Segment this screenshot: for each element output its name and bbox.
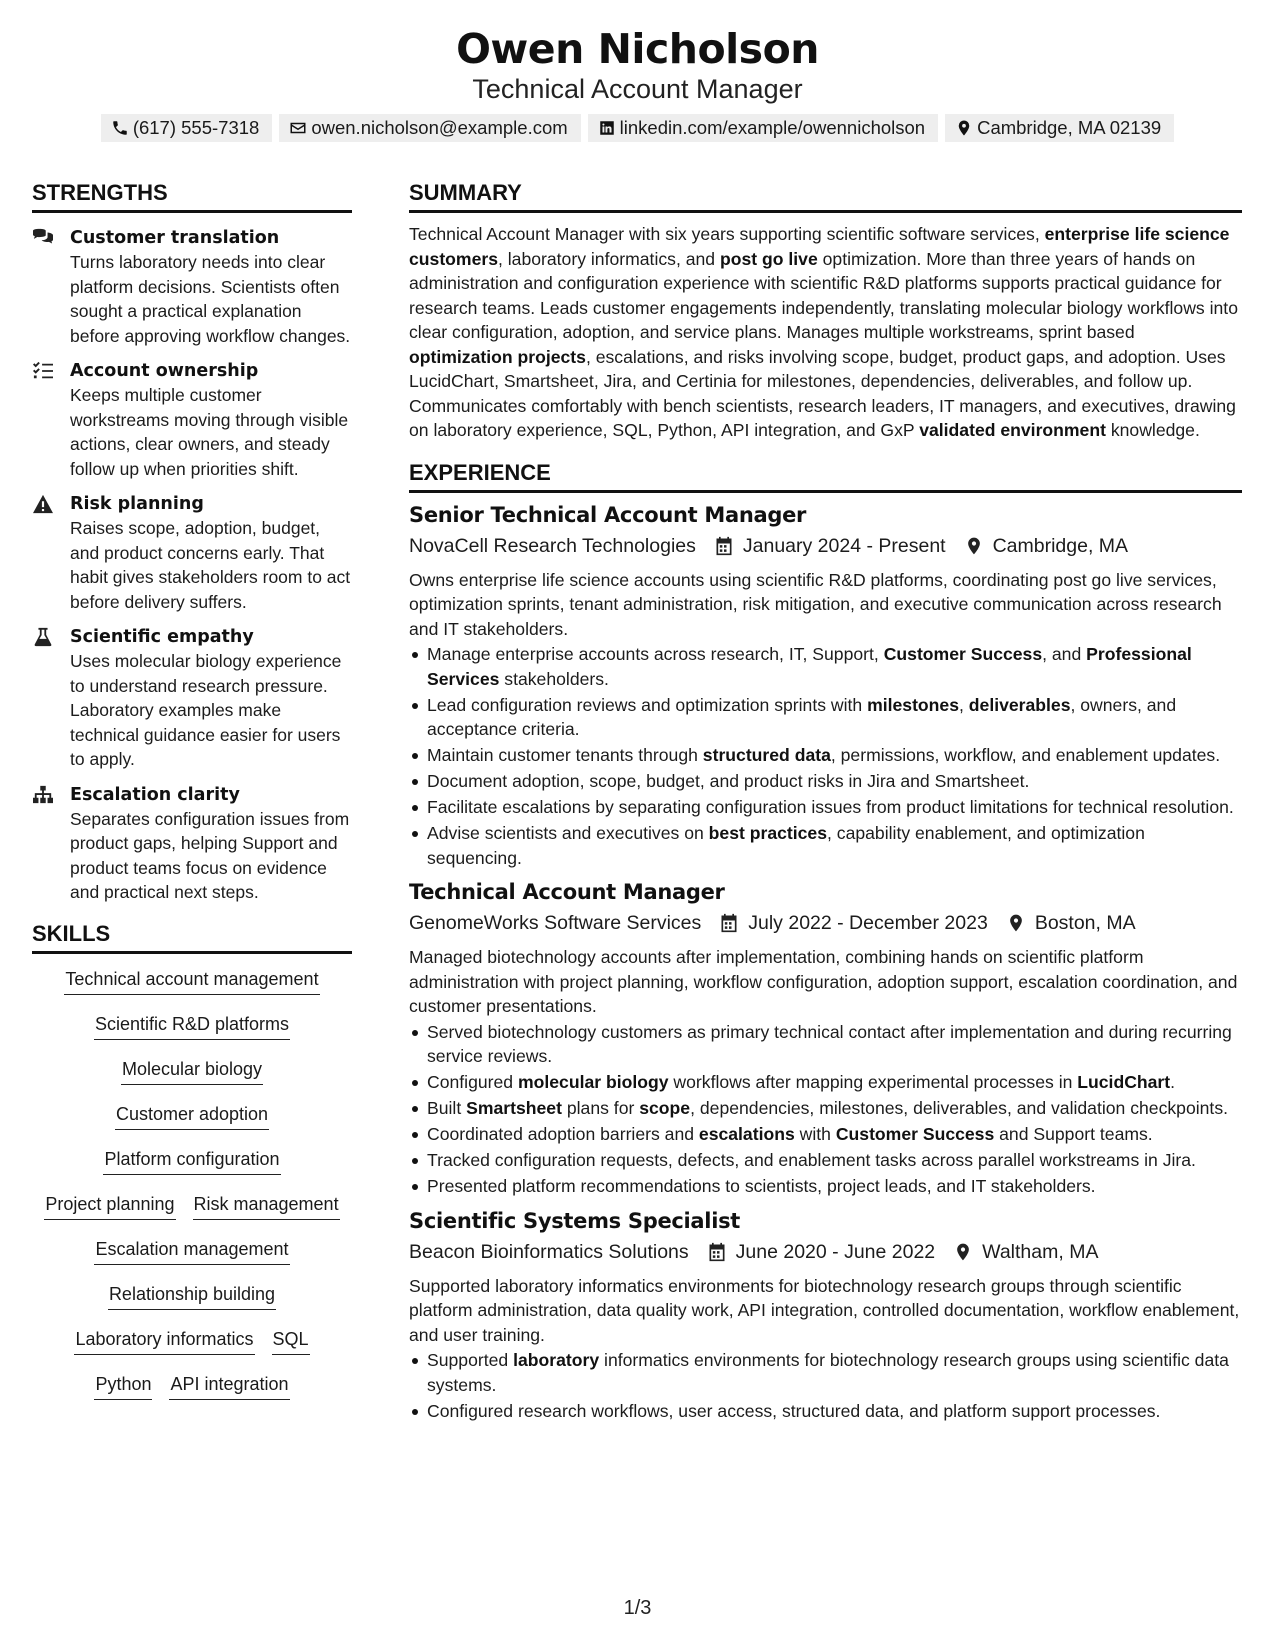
- strength-item: [32, 226, 352, 348]
- strength-item: [32, 783, 352, 905]
- skill-tag: Technical account management: [64, 967, 319, 995]
- map-pin-icon: [953, 1242, 973, 1262]
- job-location: Boston, MA: [1034, 912, 1136, 934]
- linkedin-icon: [598, 119, 616, 137]
- summary-text: Technical Account Manager with six years supporting scientific software services, enterprise life science customers, laboratory informatics, and post go live optimization. More than three years of hands on administration and configuration experience with scientific R&D platforms supports practical guidance for research teams. Leads customer engagements independently, translating molecular biology workflows into clear configuration, adoption, and service plans. Manages multiple workstreams, sprint based optimization projects, escalations, and risks involving scope, budget, product gaps, and adoption. Uses LucidChart, Smartsheet, Jira, and Certinia for milestones, dependencies, deliverables, and follow up. Communicates comfortably with bench scientists, research leaders, IT managers, and executives, drawing on laboratory experience, SQL, Python, API integration, and GxP validated environment knowledge.: [409, 224, 1238, 440]
- job-bullets: [409, 1020, 1242, 1199]
- skill-tag: Platform configuration: [103, 1147, 280, 1175]
- job-company: NovaCell Research Technologies: [409, 534, 696, 557]
- strength-desc: Keeps multiple customer workstreams moving through visible actions, clear owners, and steady follow up when priorities shift.: [70, 385, 349, 479]
- experience-heading: EXPERIENCE: [409, 460, 1242, 493]
- calendar-icon: [719, 913, 739, 933]
- job-bullet: Configured research workflows, user access, structured data, and platform support processes.: [409, 1399, 1242, 1424]
- strength-item: [32, 359, 352, 481]
- job-bullet: Advise scientists and executives on best practices, capability enablement, and optimization sequencing.: [409, 821, 1242, 870]
- skill-row: [94, 1368, 289, 1413]
- skill-row: [103, 1143, 280, 1188]
- strength-desc: Separates configuration issues from product gaps, helping Support and product teams focus on evidence and practical next steps.: [70, 808, 350, 902]
- skill-row: [74, 1323, 309, 1368]
- skill-tag: Scientific R&D platforms: [94, 1012, 290, 1040]
- strengths-list: [32, 226, 352, 905]
- contact-email-text: owen.nicholson@example.com: [311, 117, 568, 138]
- checklist-icon: [32, 361, 54, 381]
- job-location: Cambridge, MA: [992, 534, 1129, 557]
- job-entry: [409, 502, 1242, 871]
- strength-title: Account ownership: [70, 361, 259, 381]
- emphasis-text: molecular biology: [517, 1072, 669, 1092]
- strength-desc: Raises scope, adoption, budget, and product concerns early. That habit gives stakeholders room to act before delivery suffers.: [70, 518, 351, 612]
- emphasis-text: LucidChart: [1077, 1072, 1171, 1092]
- skill-row: [94, 1008, 290, 1053]
- map-pin-icon: [955, 119, 973, 137]
- emphasis-text: milestones: [867, 694, 959, 715]
- emphasis-text: optimization projects: [409, 346, 586, 367]
- job-title: Technical Account Manager: [409, 880, 725, 904]
- skill-row: [108, 1278, 276, 1323]
- skill-tag: Molecular biology: [121, 1057, 263, 1085]
- contact-linkedin[interactable]: [588, 114, 938, 142]
- strength-title: Escalation clarity: [70, 784, 240, 805]
- phone-icon: [111, 119, 129, 137]
- strength-desc: Turns laboratory needs into clear platform decisions. Scientists often sought a practical explanation before approving workflow changes.: [70, 252, 351, 346]
- job-bullet: Built Smartsheet plans for scope, dependencies, milestones, deliverables, and validation checkpoints.: [409, 1096, 1242, 1121]
- job-entry: [409, 1208, 1242, 1424]
- skill-tag: SQL: [272, 1327, 310, 1355]
- calendar-icon: [707, 1242, 727, 1262]
- contact-bar: [0, 114, 1275, 142]
- job-bullet: Tracked configuration requests, defects, and enablement tasks across parallel workstreams in Jira.: [409, 1148, 1242, 1173]
- job-bullets: [409, 1348, 1242, 1423]
- strength-title: Customer translation: [70, 228, 280, 248]
- contact-linkedin-text: linkedin.com/example/owennicholson: [619, 117, 926, 138]
- job-title: Senior Technical Account Manager: [409, 502, 807, 527]
- emphasis-text: Customer Success: [835, 1124, 995, 1144]
- job-meta: [409, 908, 1242, 938]
- skill-tag: Relationship building: [108, 1282, 276, 1310]
- contact-location: [945, 114, 1174, 142]
- strength-title: Risk planning: [70, 494, 204, 514]
- skill-row: [64, 963, 319, 1008]
- skills-list: [32, 963, 352, 1413]
- strengths-heading: STRENGTHS: [32, 180, 352, 213]
- job-title: Scientific Systems Specialist: [409, 1208, 741, 1233]
- job-dates: January 2024 - Present: [742, 534, 946, 557]
- strength-title: Scientific empathy: [70, 627, 254, 647]
- emphasis-text: post go live: [719, 248, 818, 269]
- comments-icon: [32, 228, 54, 248]
- skill-tag: Customer adoption: [115, 1102, 269, 1130]
- strength-item: [32, 625, 352, 772]
- skill-row: [44, 1188, 339, 1233]
- job-description: Supported laboratory informatics environments for biotechnology research groups through scientific platform administration, data quality work, API integration, controlled documentation, workflow enablement, and user training.: [409, 1275, 1240, 1345]
- page-number: 1/3: [623, 1597, 652, 1619]
- job-meta: [409, 531, 1242, 561]
- skills-heading: SKILLS: [32, 921, 352, 954]
- job-company: GenomeWorks Software Services: [409, 912, 702, 934]
- right-column: [409, 180, 1242, 1425]
- job-location: Waltham, MA: [982, 1240, 1099, 1263]
- contact-email[interactable]: [279, 114, 580, 142]
- warning-triangle-icon: [32, 494, 54, 514]
- emphasis-text: enterprise life science customers: [409, 224, 1230, 269]
- candidate-role: Technical Account Manager: [472, 74, 803, 104]
- skill-row: [115, 1098, 269, 1143]
- emphasis-text: laboratory: [513, 1350, 600, 1370]
- emphasis-text: validated environment: [919, 420, 1106, 440]
- job-bullet: Coordinated adoption barriers and escalations with Customer Success and Support teams.: [409, 1122, 1242, 1147]
- job-description: Owns enterprise life science accounts using scientific R&D platforms, coordinating post go live services, optimization sprints, tenant administration, risk mitigation, and executive communication across research and IT stakeholders.: [409, 569, 1222, 639]
- job-meta: [409, 1237, 1242, 1267]
- job-bullet: Manage enterprise accounts across research, IT, Support, Customer Success, and Professional Services stakeholders.: [409, 642, 1242, 691]
- skill-tag: Project planning: [44, 1192, 175, 1220]
- emphasis-text: Customer Success: [883, 644, 1043, 664]
- emphasis-text: escalations: [698, 1124, 795, 1144]
- job-dates: June 2020 - June 2022: [735, 1240, 936, 1263]
- skill-row: [94, 1233, 289, 1278]
- resume-header: [0, 22, 1275, 142]
- skill-row: [121, 1053, 263, 1098]
- skill-tag: Escalation management: [94, 1237, 289, 1265]
- flask-icon: [32, 627, 54, 647]
- contact-phone-text: (617) 555-7318: [132, 117, 260, 138]
- map-pin-icon: [964, 536, 984, 556]
- envelope-icon: [289, 119, 307, 137]
- emphasis-text: scope: [639, 1098, 691, 1118]
- job-bullet: Configured molecular biology workflows after mapping experimental processes in LucidChart.: [409, 1070, 1242, 1095]
- strength-desc: Uses molecular biology experience to understand research pressure. Laboratory examples make technical guidance easier for users to apply.: [70, 651, 342, 769]
- calendar-icon: [714, 536, 734, 556]
- emphasis-text: structured data: [702, 745, 831, 765]
- left-column: [32, 180, 352, 1413]
- contact-location-text: Cambridge, MA 02139: [977, 117, 1162, 138]
- contact-phone[interactable]: [101, 114, 273, 142]
- skill-tag: API integration: [169, 1372, 289, 1400]
- emphasis-text: Smartsheet: [466, 1098, 562, 1118]
- map-pin-icon: [1006, 913, 1026, 933]
- skill-tag: Risk management: [193, 1192, 340, 1220]
- summary-heading: SUMMARY: [409, 180, 1242, 213]
- job-entry: [409, 879, 1242, 1199]
- job-bullet: Served biotechnology customers as primary technical contact after implementation and during recurring service reviews.: [409, 1020, 1242, 1069]
- job-bullet: Maintain customer tenants through structured data, permissions, workflow, and enablement updates.: [409, 743, 1242, 768]
- skill-tag: Laboratory informatics: [74, 1327, 254, 1355]
- strength-item: [32, 492, 352, 614]
- job-bullets: [409, 642, 1242, 870]
- emphasis-text: Professional Services: [427, 644, 1192, 689]
- job-bullet: Supported laboratory informatics environments for biotechnology research groups using scientific data systems.: [409, 1348, 1242, 1397]
- skill-tag: Python: [94, 1372, 152, 1400]
- emphasis-text: deliverables: [968, 694, 1071, 715]
- job-dates: July 2022 - December 2023: [748, 912, 988, 934]
- candidate-name: Owen Nicholson: [456, 25, 819, 73]
- job-bullet: Document adoption, scope, budget, and product risks in Jira and Smartsheet.: [409, 769, 1242, 794]
- emphasis-text: best practices: [708, 823, 827, 843]
- job-bullet: Presented platform recommendations to scientists, project leads, and IT stakeholders.: [409, 1174, 1242, 1199]
- job-bullet: Lead configuration reviews and optimization sprints with milestones, deliverables, owners, and acceptance criteria.: [409, 693, 1242, 742]
- job-bullet: Facilitate escalations by separating configuration issues from product limitations for technical resolution.: [409, 795, 1242, 820]
- sitemap-icon: [32, 785, 54, 805]
- job-company: Beacon Bioinformatics Solutions: [409, 1240, 689, 1263]
- job-description: Managed biotechnology accounts after implementation, combining hands on scientific platform administration with project planning, workflow configuration, adoption support, escalation coordination, and customer presentations.: [409, 947, 1238, 1016]
